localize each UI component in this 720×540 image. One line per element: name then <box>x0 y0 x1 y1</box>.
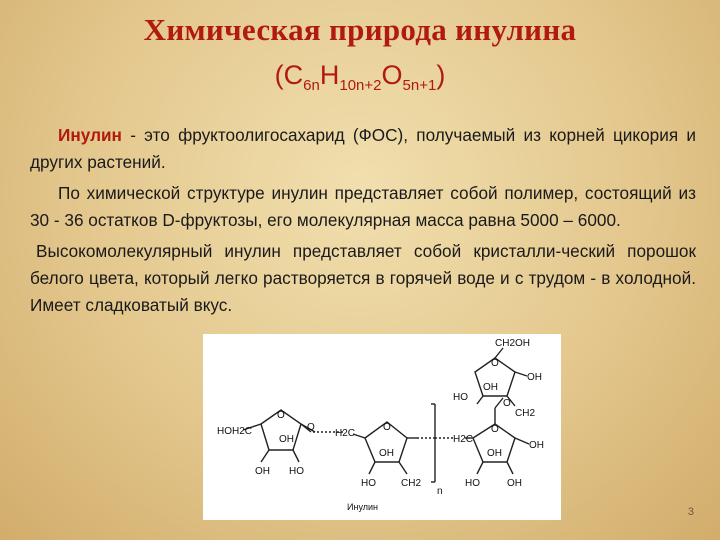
label-ho-ring1: HO <box>289 466 304 477</box>
inulin-structure-diagram <box>203 334 561 520</box>
label-o-ring4: O <box>491 358 499 369</box>
paragraph-definition <box>30 122 696 176</box>
formula-open-paren: ( <box>274 60 284 90</box>
label-oh-ring1: OH <box>279 434 294 445</box>
formula-carbon-index: 6n <box>303 77 320 94</box>
paragraph-properties: Высокомолекулярный инулин представляет собой кристалли-ческий порошок белого цвета, который легко растворяется в горячей воде и с трудом - в холодной. Имеет сладковатый вкус. <box>30 241 696 315</box>
label-oh-ring2: OH <box>379 448 394 459</box>
label-ch2-ring4: CH2 <box>515 408 536 419</box>
formula-hydrogen-index: 10n+2 <box>339 77 382 94</box>
formula-oxygen: O <box>381 60 403 90</box>
label-n: n <box>437 486 443 497</box>
label-hoh2c: HOH2C <box>217 426 253 437</box>
label-oh-ring4: OH <box>527 372 542 383</box>
label-ch2oh: CH2OH <box>495 338 531 349</box>
chemical-formula <box>0 60 720 94</box>
label-h2c-ring3: H2C <box>453 434 474 445</box>
label-oh-ring3: OH <box>487 448 502 459</box>
page-number: 3 <box>687 506 694 518</box>
label-o-ring3: O <box>491 424 499 435</box>
label-h2c: H2C <box>335 428 356 439</box>
formula-hydrogen: H <box>319 60 340 90</box>
label-o-link2: O <box>503 398 511 409</box>
formula-carbon: C <box>283 60 304 90</box>
paragraph-definition-text: - это фруктоолигосахарид (ФОС), получаемый из корней цикория и других растений. <box>30 125 696 172</box>
label-ho-ring3: HO <box>465 478 480 489</box>
keyword-inulin: Инулин <box>58 125 122 145</box>
label-oh-ring3-bottom: OH <box>507 478 522 489</box>
label-o-link1: O <box>307 422 315 433</box>
label-o-ring2: O <box>383 422 391 433</box>
label-oh-ring1-bottom: OH <box>255 466 270 477</box>
body-text <box>30 122 696 323</box>
slide-title: Химическая природа инулина <box>143 12 577 47</box>
label-ho-ring4: HO <box>453 392 468 403</box>
label-o-ring1: O <box>277 410 285 421</box>
inulin-structure-figure <box>203 334 561 520</box>
label-ch2-ring2: CH2 <box>401 478 422 489</box>
formula-close-paren: ) <box>436 60 446 90</box>
label-oh-ring3-right: OH <box>529 440 544 451</box>
label-oh-ring4-inner: OH <box>483 382 498 393</box>
formula-oxygen-index: 5n+1 <box>402 77 437 94</box>
figure-caption: Инулин <box>347 502 378 512</box>
label-ho-ring2: HO <box>361 478 376 489</box>
paragraph-structure: По химической структуре инулин представляет собой полимер, состоящий из 30 - 36 остатков D-фруктозы, его молекулярная масса равна 5000 – 6000. <box>30 183 696 230</box>
